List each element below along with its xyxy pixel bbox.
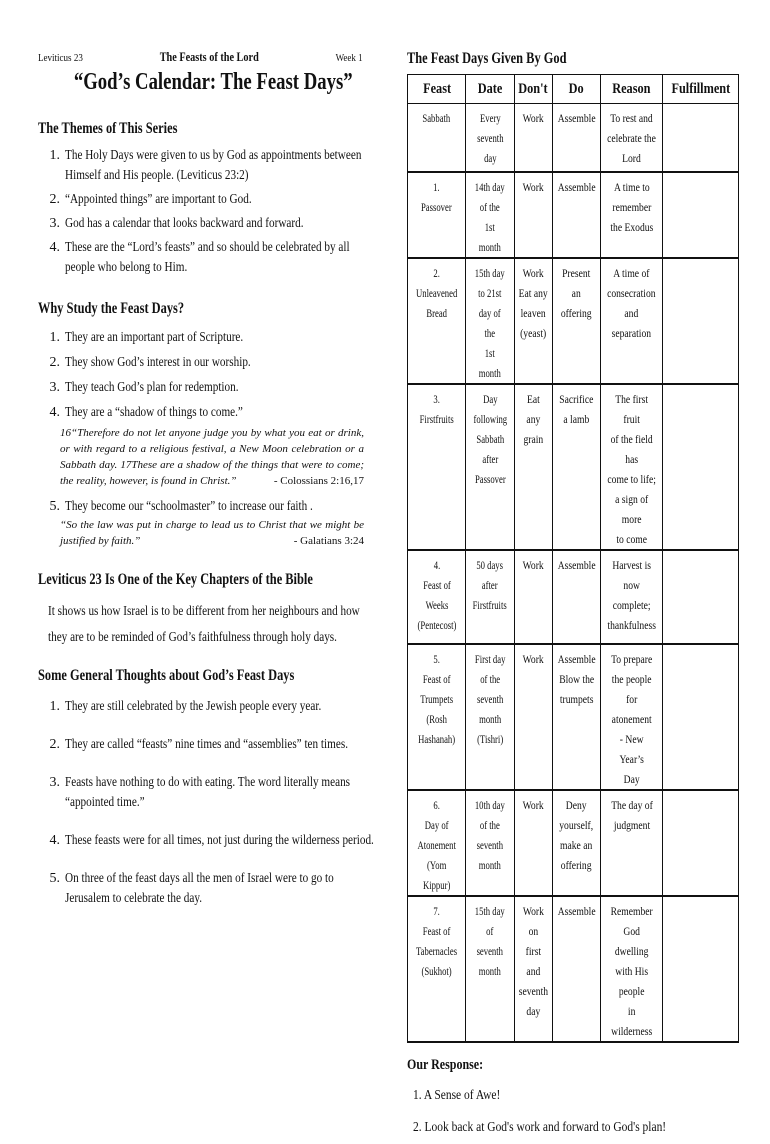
column-header: Do (552, 75, 601, 104)
table-cell: The first fruit of the field has come to life; a sign of more to come (601, 384, 663, 550)
table-cell: Work (514, 790, 552, 896)
table-title: The Feast Days Given By God (407, 50, 567, 67)
table-cell: Sabbath (408, 104, 466, 172)
list-item: 5. They become our “schoolmaster” to increase our faith . (49, 499, 313, 514)
galatians-quote: “So the law was put in charge to lead us to Christ that we might be justified by faith.” - Galatians 3:24 (60, 519, 364, 547)
table-header-row (408, 75, 739, 104)
colossians-quote: 16“Therefore do not let anyone judge you by what you eat or drink, or with regard to a religious festival, a New Moon celebration or a Sabbath day. 17These are a shadow of the things that were to come; the reality, however, is found in Christ.” - Colossians 2:16,17 (60, 427, 364, 487)
table-cell: Assemble Blow the trumpets (552, 644, 601, 790)
table-cell: A time of consecration and separation (601, 258, 663, 384)
list-item: 1. They are an important part of Scripture. (49, 330, 244, 345)
page-header (38, 50, 363, 65)
table-cell: Work (514, 644, 552, 790)
table-cell: 3. Firstfruits (408, 384, 466, 550)
table-cell: Deny yourself, make an offering (552, 790, 601, 896)
key-chapter-heading: Leviticus 23 Is One of the Key Chapters of the Bible (38, 571, 313, 588)
table-row (408, 550, 739, 644)
table-cell: 14th day of the 1st month (466, 172, 515, 258)
table-cell: 7. Feast of Tabernacles (Sukhot) (408, 896, 466, 1042)
list-item: 1. The Holy Days were given to us by God as appointments between Himself and His people. (Leviticus 23:2) (49, 148, 362, 183)
feast-days-table (407, 74, 739, 1043)
list-item: 2. They show God’s interest in our worship. (49, 355, 251, 370)
table-cell: Eat any grain (514, 384, 552, 550)
table-cell: To rest and celebrate the Lord (601, 104, 663, 172)
table-cell (663, 172, 739, 258)
table-row (408, 104, 739, 172)
header-week: Week 1 (335, 52, 363, 64)
table-cell: Present an offering (552, 258, 601, 384)
response-item: 1. A Sense of Awe! (413, 1087, 501, 1103)
table-row (408, 644, 739, 790)
table-cell: Assemble (552, 172, 601, 258)
key-chapter-text: It shows us how Israel is to be different from her neighbours and how they are to be reminded of God’s faithfulness through holy days. (48, 604, 360, 645)
column-header: Don't (514, 75, 552, 104)
table-row (408, 384, 739, 550)
table-cell (663, 896, 739, 1042)
table-cell: 10th day of the seventh month (466, 790, 515, 896)
table-cell (663, 384, 739, 550)
table-cell (663, 644, 739, 790)
column-header: Fulfillment (663, 75, 739, 104)
column-header: Date (466, 75, 515, 104)
quote-reference: - Galatians 3:24 (293, 535, 364, 547)
table-cell: 15th day to 21st day of the 1st month (466, 258, 515, 384)
why-heading: Why Study the Feast Days? (38, 300, 185, 317)
table-cell: Work (514, 104, 552, 172)
themes-heading: The Themes of This Series (38, 120, 178, 137)
general-list (38, 697, 374, 909)
right-column (407, 50, 737, 1144)
general-heading: Some General Thoughts about God’s Feast Days (38, 667, 295, 684)
table-cell: Work Eat any leaven (yeast) (514, 258, 552, 384)
response-heading: Our Response: (407, 1056, 484, 1073)
why-list-continued (38, 497, 364, 517)
table-cell: 5. Feast of Trumpets (Rosh Hashanah) (408, 644, 466, 790)
table-cell: Every seventh day (466, 104, 515, 172)
table-cell: First day of the seventh month (Tishri) (466, 644, 515, 790)
table-cell: Assemble (552, 104, 601, 172)
header-reference: Leviticus 23 (38, 52, 83, 64)
list-item: 5. On three of the feast days all the men of Israel were to go to Jerusalem to celebrate the day. (49, 871, 334, 906)
table-cell: 50 days after Firstfruits (466, 550, 515, 644)
table-cell: Harvest is now complete; thankfulness (601, 550, 663, 644)
list-item: 4. These feasts were for all times, not just during the wilderness period. (49, 833, 374, 848)
themes-list (38, 146, 364, 278)
column-header: Feast (408, 75, 466, 104)
list-item: 3. God has a calendar that looks backward and forward. (49, 216, 304, 231)
table-cell: Work (514, 550, 552, 644)
table-cell: A time to remember the Exodus (601, 172, 663, 258)
table-cell: Remember God dwelling with His people in wilderness (601, 896, 663, 1042)
why-list (38, 328, 364, 423)
table-cell (663, 104, 739, 172)
table-cell: 4. Feast of Weeks (Pentecost) (408, 550, 466, 644)
table-cell (663, 790, 739, 896)
list-item: 2. They are called “feasts” nine times and “assemblies” ten times. (49, 737, 348, 752)
page-title: “God’s Calendar: The Feast Days” (73, 69, 353, 95)
table-cell: Assemble (552, 896, 601, 1042)
table-row (408, 790, 739, 896)
table-cell: 15th day of seventh month (466, 896, 515, 1042)
table-cell: The day of judgment (601, 790, 663, 896)
table-cell: Work (514, 172, 552, 258)
table-cell: To prepare the people for atonement - New Year’s Day (601, 644, 663, 790)
response-section (407, 1057, 737, 1144)
table-cell (663, 258, 739, 384)
response-item: 2. Look back at God's work and forward to God's plan! (413, 1119, 667, 1135)
table-row (408, 896, 739, 1042)
table-cell: Day following Sabbath after Passover (466, 384, 515, 550)
list-item: 3. They teach God’s plan for redemption. (49, 380, 239, 395)
list-item: 4. These are the “Lord’s feasts” and so should be celebrated by all people who belong to Him. (49, 240, 350, 275)
table-cell: Sacrifice a lamb (552, 384, 601, 550)
table-cell: 1. Passover (408, 172, 466, 258)
list-item: 2. “Appointed things” are important to God. (49, 192, 252, 207)
table-row (408, 172, 739, 258)
quote-reference: - Colossians 2:16,17 (273, 475, 364, 487)
left-column (38, 50, 374, 909)
table-row (408, 258, 739, 384)
list-item: 1. They are still celebrated by the Jewish people every year. (49, 699, 322, 714)
table-cell (663, 550, 739, 644)
table-cell: 6. Day of Atonement (Yom Kippur) (408, 790, 466, 896)
table-cell: Assemble (552, 550, 601, 644)
list-item: 4. They are a “shadow of things to come.” (49, 405, 243, 420)
column-header: Reason (601, 75, 663, 104)
header-series: The Feasts of the Lord (159, 50, 259, 64)
list-item: 3. Feasts have nothing to do with eating. The word literally means “appointed time.” (49, 775, 351, 810)
table-cell: Work on first and seventh day (514, 896, 552, 1042)
table-cell: 2. Unleavened Bread (408, 258, 466, 384)
